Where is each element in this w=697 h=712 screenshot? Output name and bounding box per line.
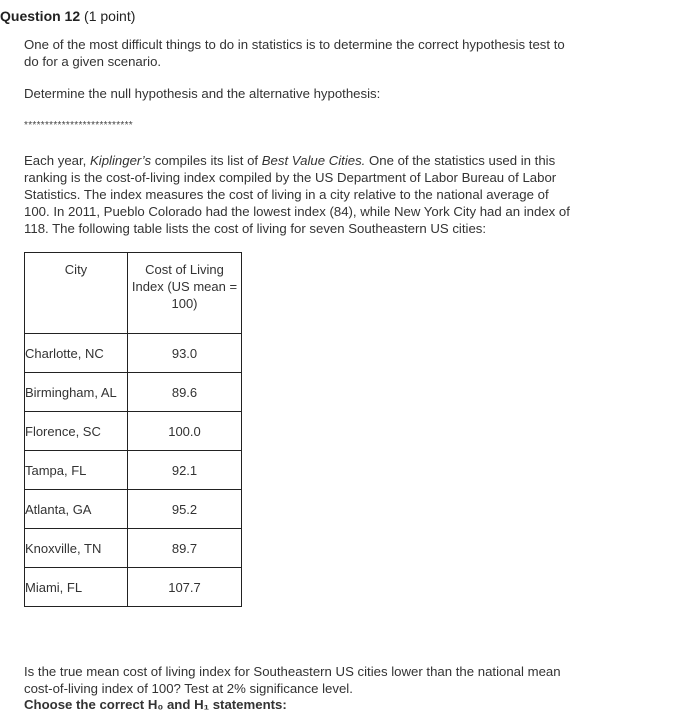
index-cell: 93.0 [128,334,242,373]
index-cell: 92.1 [128,451,242,490]
question-points: (1 point) [84,8,136,24]
city-cell: Knoxville, TN [25,529,128,568]
table-row [25,529,242,568]
index-cell: 107.7 [128,568,242,607]
choose-statements-label: Choose the correct H₀ and H₁ statements: [24,697,287,712]
city-cell: Miami, FL [25,568,128,607]
index-cell: 89.7 [128,529,242,568]
table-row [25,334,242,373]
table-row [25,412,242,451]
index-cell: 95.2 [128,490,242,529]
separator-stars: ************************** [24,120,133,131]
city-cell: Atlanta, GA [25,490,128,529]
cost-of-living-table [24,252,242,607]
instruction-text: Determine the null hypothesis and the alternative hypothesis: [24,86,381,101]
table-header-row [25,253,242,334]
table-row [25,373,242,412]
intro-text: One of the most difficult things to do in statistics is to determine the correct hypothesis test to do for a given scenario. [24,37,565,69]
table-row [25,451,242,490]
city-cell: Birmingham, AL [25,373,128,412]
question-title: Question 12 [0,8,81,24]
table-row [25,490,242,529]
question-header [0,8,135,24]
question-body [24,36,574,607]
hypothesis-question-text: Is the true mean cost of living index for Southeastern US cities lower than the national mean cost-of-living index of 100? Test at 2% significance level. [24,664,561,697]
column-header-index: Cost of Living Index (US mean = 100) [128,253,242,334]
column-header-city: City [25,253,128,334]
index-cell: 89.6 [128,373,242,412]
kiplinger-title: Kiplinger’s [89,153,152,168]
table-row [25,568,242,607]
city-cell: Tampa, FL [25,451,128,490]
city-cell: Florence, SC [25,412,128,451]
best-value-cities-title: Best Value Cities. [261,153,366,168]
passage-text: Each year, Kiplinger’s compiles its list of Best Value Cities. One of the statistics used in this ranking is the cost-of-living index compiled by the US Department of Labor Bureau of Labor Statistics. The index measures the cost of living in a city relative to the national average of 100. In 2011, Pueblo Colorado had the lowest index (84), while New York City had an index of 118. The following table lists the cost of living for seven Southeastern US cities: [24,153,570,236]
index-cell: 100.0 [128,412,242,451]
city-cell: Charlotte, NC [25,334,128,373]
